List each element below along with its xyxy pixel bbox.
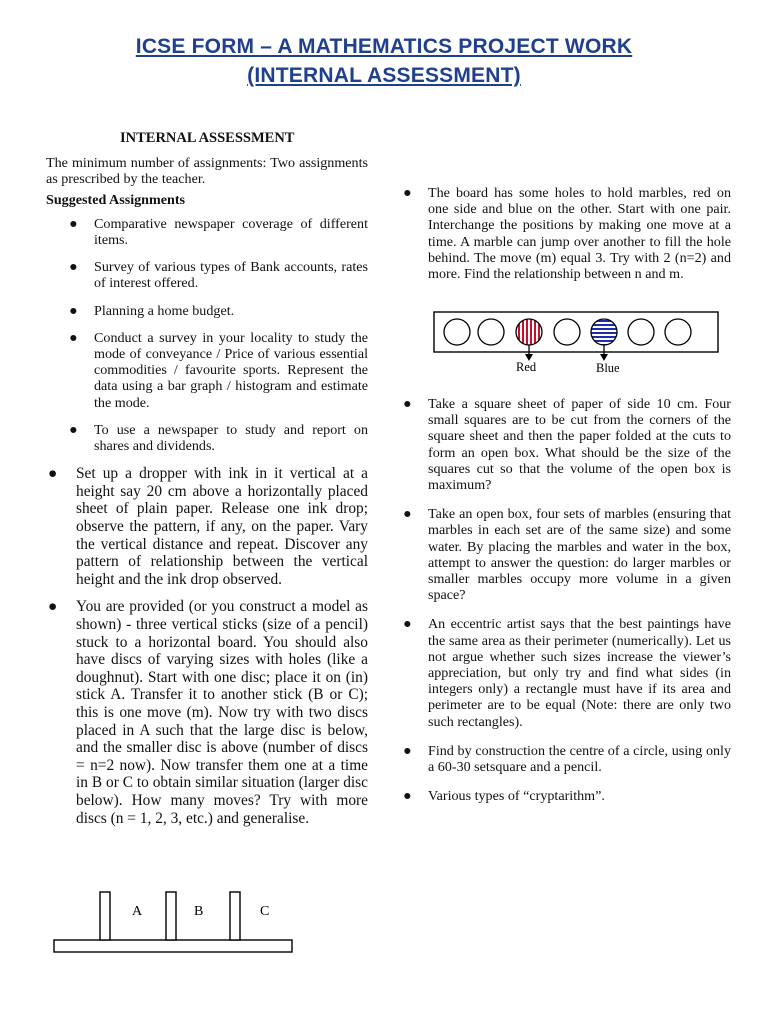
bullet-icon: ● <box>403 185 412 201</box>
page-title-line2: (INTERNAL ASSESSMENT) <box>247 64 521 87</box>
bullet-icon: ● <box>69 421 78 438</box>
bullet-icon: ● <box>69 329 78 346</box>
list-item: ● Set up a dropper with ink in it vertical at a height say 20 cm above a horizontally placed sheet of plain paper. Release one ink drop; observe the pattern, if any, on the paper. Vary the vertical distance and repeat. Discover any pattern of relationship between the vertical height and the ink drop observed. <box>48 465 368 588</box>
blue-label: Blue <box>596 361 620 375</box>
right-column <box>398 185 731 295</box>
list-item: ● The board has some holes to hold marbles, red on one side and blue on the other. Start with one pair. Interchange the positions by making one move at a time. A marble can jump over another to fill the hole behind. The move (m) equal 3. Try with 2 (n=2) and more. Find the relationship between n and m. <box>403 185 731 283</box>
stick-b <box>166 892 176 940</box>
hole <box>665 319 691 345</box>
hole <box>478 319 504 345</box>
list-item: ● An eccentric artist says that the best paintings have the same area as their perimeter (numerically). Let us not argue whether such sizes increase the viewer’s appreciation, but only try and find what sides (in integers only) a rectangle must have if its area and perimeter are to be equal (Note: there are only two such rectangles). <box>403 616 731 730</box>
page-title-line1: ICSE FORM – A MATHEMATICS PROJECT WORK <box>135 35 633 58</box>
bullet-icon: ● <box>403 788 412 805</box>
bullet-icon: ● <box>69 215 78 232</box>
suggested-heading: Suggested Assignments <box>46 191 186 208</box>
right-list-bottom <box>398 396 731 804</box>
hole <box>554 319 580 345</box>
blue-arrow-head <box>600 354 608 361</box>
list-item: ● Take a square sheet of paper of side 10 cm. Four small squares are to be cut from the corners of the square sheet and then the paper folded at the cuts to form an open box. What should be the size of the squares cut so that the volume of the open box is maximum? <box>403 396 731 494</box>
red-label: Red <box>516 360 537 374</box>
bullet-icon: ● <box>403 506 412 523</box>
blue-marble <box>591 319 617 345</box>
list-item: ● To use a newspaper to study and report on shares and dividends. <box>69 421 368 455</box>
board <box>54 940 292 952</box>
list-item: ● Planning a home budget. <box>69 302 235 319</box>
hole <box>628 319 654 345</box>
marble-board-diagram <box>430 308 730 378</box>
bullet-icon: ● <box>69 302 78 319</box>
list-item: ● Find by construction the centre of a circle, using only a 60-30 setsquare and a pencil. <box>403 742 731 776</box>
bullet-icon: ● <box>403 616 412 633</box>
right-column-lower <box>398 396 731 817</box>
project-list <box>46 465 368 827</box>
list-item: ● Conduct a survey in your locality to study the mode of conveyance / Price of various essential commodities / favourite sports. Represent the data using a bar graph / histogram and estimate the mode. <box>69 329 368 411</box>
bullet-icon: ● <box>403 742 412 759</box>
stick-c <box>230 892 240 940</box>
list-item: ● Take an open box, four sets of marbles (ensuring that marbles in each set are of the same size) and some water. By placing the marbles and water in the box, attempt to answer the question: do larger marbles or smaller marbles occupy more volume in a given space? <box>403 506 731 604</box>
bullet-icon: ● <box>403 396 412 412</box>
section-heading: INTERNAL ASSESSMENT <box>120 130 295 146</box>
list-item: ● Survey of various types of Bank accounts, rates of interest offered. <box>69 259 368 292</box>
list-item: ● Comparative newspaper coverage of different items. <box>69 215 368 249</box>
intro-text: The minimum number of assignments: Two assignments as prescribed by the teacher. <box>46 155 368 188</box>
left-column <box>46 130 368 837</box>
suggested-list <box>46 216 368 454</box>
list-item: ● Various types of “cryptarithm”. <box>403 788 605 805</box>
stick-label-c: C <box>260 904 270 919</box>
stick-label-a: A <box>132 904 143 919</box>
right-list-top <box>398 185 731 282</box>
hole <box>444 319 470 345</box>
stick-a <box>100 892 110 940</box>
stick-label-b: B <box>194 904 204 919</box>
bullet-icon: ● <box>48 598 58 616</box>
red-marble <box>516 319 542 345</box>
bullet-icon: ● <box>69 259 78 276</box>
list-item: ● You are provided (or you construct a model as shown) - three vertical sticks (size of a pencil) stuck to a horizontal board. You should also have discs of varying sizes with holes (like a doughnut). Start with one disc; place it on (in) stick A. Transfer it to another stick (B or C); this is one move (m). Now try with two discs placed in A such that the large disc is below, and the smaller disc is above (number of discs = n=2 now). Now transfer them one at a time in B or C to obtain similar situation (larger disc below). How many moves? Try with more discs (n = 1, 2, 3, etc.) and generalise. <box>48 598 368 827</box>
sticks-diagram <box>50 888 300 958</box>
bullet-icon: ● <box>48 465 58 483</box>
